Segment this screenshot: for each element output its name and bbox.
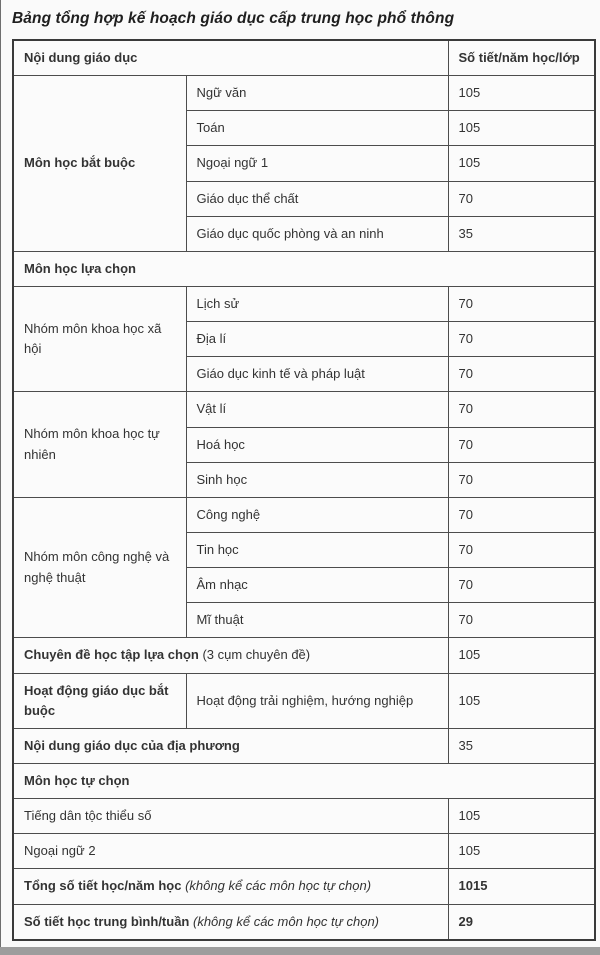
subject-name-cell: Mĩ thuật [186, 603, 448, 638]
table-row [13, 76, 595, 111]
subject-name-cell: Toán [186, 111, 448, 146]
subject-periods-cell: 105 [448, 799, 595, 834]
subject-periods-cell: 105 [448, 638, 595, 673]
social-group-label-cell: Nhóm môn khoa học xã hội [13, 286, 186, 391]
subject-periods-cell: 70 [448, 427, 595, 462]
subject-periods-cell: 105 [448, 146, 595, 181]
optional-section-header-cell: Môn học tự chọn [13, 763, 595, 798]
subject-name-cell: Giáo dục kinh tế và pháp luật [186, 357, 448, 392]
education-plan-table [12, 39, 596, 941]
section-header-row [13, 251, 595, 286]
natural-group-label-cell: Nhóm môn khoa học tự nhiên [13, 392, 186, 497]
total-year-label-cell [13, 869, 448, 904]
seminar-label-cell [13, 638, 448, 673]
subject-periods-cell: 70 [448, 568, 595, 603]
table-header-row [13, 40, 595, 76]
subject-name-cell: Lịch sử [186, 286, 448, 321]
mandatory-group-label-cell: Môn học bắt buộc [13, 76, 186, 252]
section-header-row [13, 763, 595, 798]
summary-row [13, 869, 595, 904]
table-row [13, 799, 595, 834]
subject-name-cell: Hoá học [186, 427, 448, 462]
subject-periods-cell: 70 [448, 603, 595, 638]
subject-periods-cell: 70 [448, 357, 595, 392]
subject-name-cell: Sinh học [186, 462, 448, 497]
total-year-label: Tổng số tiết học/năm học [24, 878, 182, 894]
subject-periods-cell: 70 [448, 322, 595, 357]
subject-periods-cell: 70 [448, 497, 595, 532]
header-periods-cell: Số tiết/năm học/lớp [448, 40, 595, 76]
table-row [13, 392, 595, 427]
subject-periods-cell: 105 [448, 76, 595, 111]
seminar-note: (3 cụm chuyên đề) [202, 647, 311, 663]
table-row [13, 728, 595, 763]
elective-section-header-cell: Môn học lựa chọn [13, 251, 595, 286]
avg-week-label: Số tiết học trung bình/tuần [24, 913, 190, 929]
table-row [13, 497, 595, 532]
subject-name-cell: Địa lí [186, 322, 448, 357]
page-title: Bảng tổng hợp kế hoạch giáo dục cấp trung học phổ thông [12, 10, 455, 27]
subject-name-cell: Tiếng dân tộc thiểu số [13, 799, 448, 834]
table-row [13, 638, 595, 673]
table-row [13, 834, 595, 869]
activities-group-label-cell: Hoạt động giáo dục bắt buộc [13, 673, 186, 728]
subject-periods-cell: 70 [448, 462, 595, 497]
subject-name-cell: Ngoại ngữ 2 [13, 834, 448, 869]
subject-periods-cell: 35 [448, 216, 595, 251]
local-content-label-cell: Nội dung giáo dục của địa phương [13, 728, 448, 763]
total-year-note: (không kể các môn học tự chọn) [185, 878, 372, 894]
subject-periods-cell: 70 [448, 532, 595, 567]
avg-week-note: (không kể các môn học tự chọn) [193, 913, 379, 929]
subject-periods-cell: 70 [448, 181, 595, 216]
table-row [13, 286, 595, 321]
avg-week-label-cell [13, 904, 448, 940]
summary-row [13, 904, 595, 940]
subject-periods-cell: 70 [448, 286, 595, 321]
total-year-periods-cell: 1015 [448, 869, 595, 904]
bottom-scroll-strip [0, 947, 600, 955]
subject-name-cell: Công nghệ [186, 497, 448, 532]
subject-periods-cell: 105 [448, 111, 595, 146]
header-content-cell: Nội dung giáo dục [13, 40, 448, 76]
subject-name-cell: Tin học [186, 532, 448, 567]
subject-periods-cell: 35 [448, 728, 595, 763]
subject-periods-cell: 70 [448, 392, 595, 427]
seminar-label: Chuyên đề học tập lựa chọn [24, 647, 199, 663]
subject-name-cell: Hoạt động trải nghiệm, hướng nghiệp [186, 673, 448, 728]
table-row [13, 673, 595, 728]
tech-arts-group-label-cell: Nhóm môn công nghệ và nghệ thuật [13, 497, 186, 638]
subject-name-cell: Ngữ văn [186, 76, 448, 111]
subject-periods-cell: 105 [448, 673, 595, 728]
subject-name-cell: Vật lí [186, 392, 448, 427]
subject-name-cell: Giáo dục quốc phòng và an ninh [186, 216, 448, 251]
subject-periods-cell: 105 [448, 834, 595, 869]
subject-name-cell: Ngoại ngữ 1 [186, 146, 448, 181]
page-left-edge [0, 0, 1, 947]
avg-week-periods-cell: 29 [448, 904, 595, 940]
subject-name-cell: Giáo dục thể chất [186, 181, 448, 216]
subject-name-cell: Âm nhạc [186, 568, 448, 603]
